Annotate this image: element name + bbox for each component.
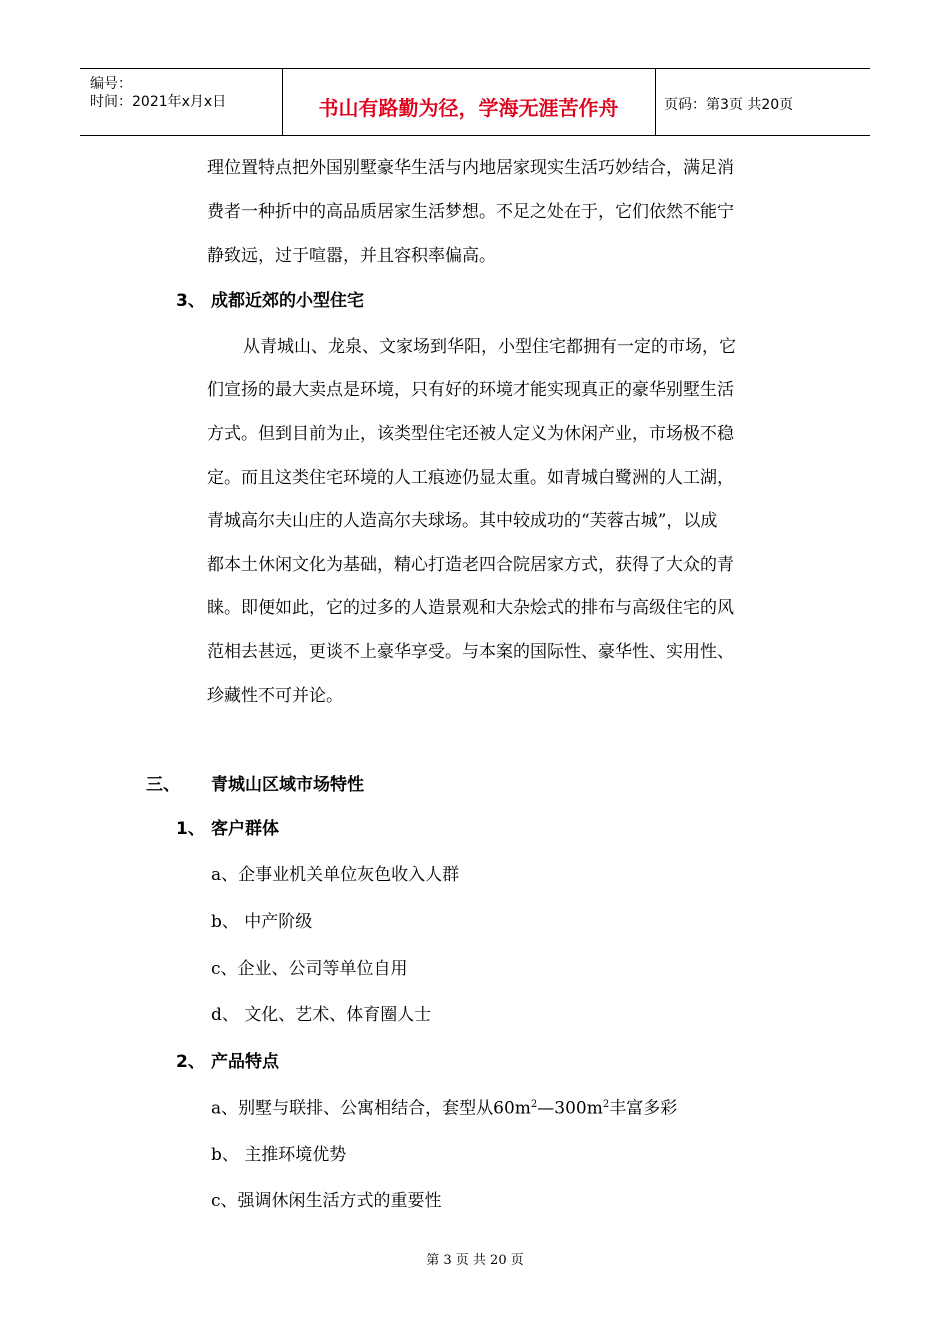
paragraph-line: 方式。但到目前为止，该类型住宅还被人定义为休闲产业，市场极不稳	[207, 424, 734, 444]
products-number: 2、	[176, 1052, 205, 1072]
products-title: 产品特点	[211, 1052, 279, 1072]
list-item: a、企事业机关单位灰色收入人群	[211, 865, 460, 885]
chapter-3-title: 青城山区域市场特性	[211, 775, 364, 795]
product-item-a-prefix: a、别墅与联排、公寓相结合，套型从60m	[211, 1098, 531, 1119]
superscript: 2	[602, 1099, 610, 1110]
chapter-3-number: 三、	[146, 775, 180, 795]
page-footer: 第 3 页 共 20 页	[426, 1253, 524, 1268]
paragraph-line: 睐。即便如此，它的过多的人造景观和大杂烩式的排布与高级住宅的风	[207, 598, 734, 618]
list-item: b、 中产阶级	[211, 912, 313, 932]
document-number-label: 编号：	[90, 76, 132, 92]
list-item	[211, 1100, 677, 1118]
paragraph-line: 范相去甚远，更谈不上豪华享受。与本案的国际性、豪华性、实用性、	[207, 642, 734, 662]
header-motto: 书山有路勤为径，学海无涯苦作舟	[318, 96, 619, 120]
superscript: 2	[530, 1099, 538, 1110]
paragraph-line: 从青城山、龙泉、文家场到华阳，小型住宅都拥有一定的市场，它	[243, 337, 736, 357]
paragraph-line: 们宣扬的最大卖点是环境，只有好的环境才能实现真正的豪华别墅生活	[207, 380, 734, 400]
paragraph-line: 珍藏性不可并论。	[207, 686, 343, 706]
header-page-cell	[655, 69, 870, 135]
section-3-number: 3、	[176, 291, 205, 311]
list-item: b、 主推环境优势	[211, 1145, 347, 1165]
product-item-a-mid: —300m	[537, 1098, 603, 1119]
section-3-title: 成都近郊的小型住宅	[211, 291, 364, 311]
list-item: c、强调休闲生活方式的重要性	[211, 1191, 442, 1211]
paragraph-line: 理位置特点把外国别墅豪华生活与内地居家现实生活巧妙结合，满足消	[207, 158, 734, 178]
paragraph-line: 定。而且这类住宅环境的人工痕迹仍显太重。如青城白鹭洲的人工湖，	[207, 468, 734, 488]
paragraph-line: 都本土休闲文化为基础，精心打造老四合院居家方式，获得了大众的青	[207, 555, 734, 575]
page-header	[80, 68, 870, 136]
paragraph-line: 费者一种折中的高品质居家生活梦想。不足之处在于，它们依然不能宁	[207, 202, 734, 222]
list-item: d、 文化、艺术、体育圈人士	[211, 1005, 432, 1025]
document-time-label: 时间：2021年x月x日	[90, 94, 227, 110]
list-item: c、企业、公司等单位自用	[211, 959, 408, 979]
header-page-number: 页码：第3页 共20页	[664, 97, 794, 113]
customers-title: 客户群体	[211, 819, 279, 839]
customers-number: 1、	[176, 819, 205, 839]
header-meta-cell	[80, 69, 283, 135]
product-item-a-suffix: 丰富多彩	[609, 1098, 678, 1119]
header-motto-cell	[282, 69, 656, 135]
paragraph-line: 静致远，过于喧嚣，并且容积率偏高。	[207, 246, 496, 266]
paragraph-line: 青城高尔夫山庄的人造高尔夫球场。其中较成功的“芙蓉古城”，以成	[207, 511, 718, 531]
